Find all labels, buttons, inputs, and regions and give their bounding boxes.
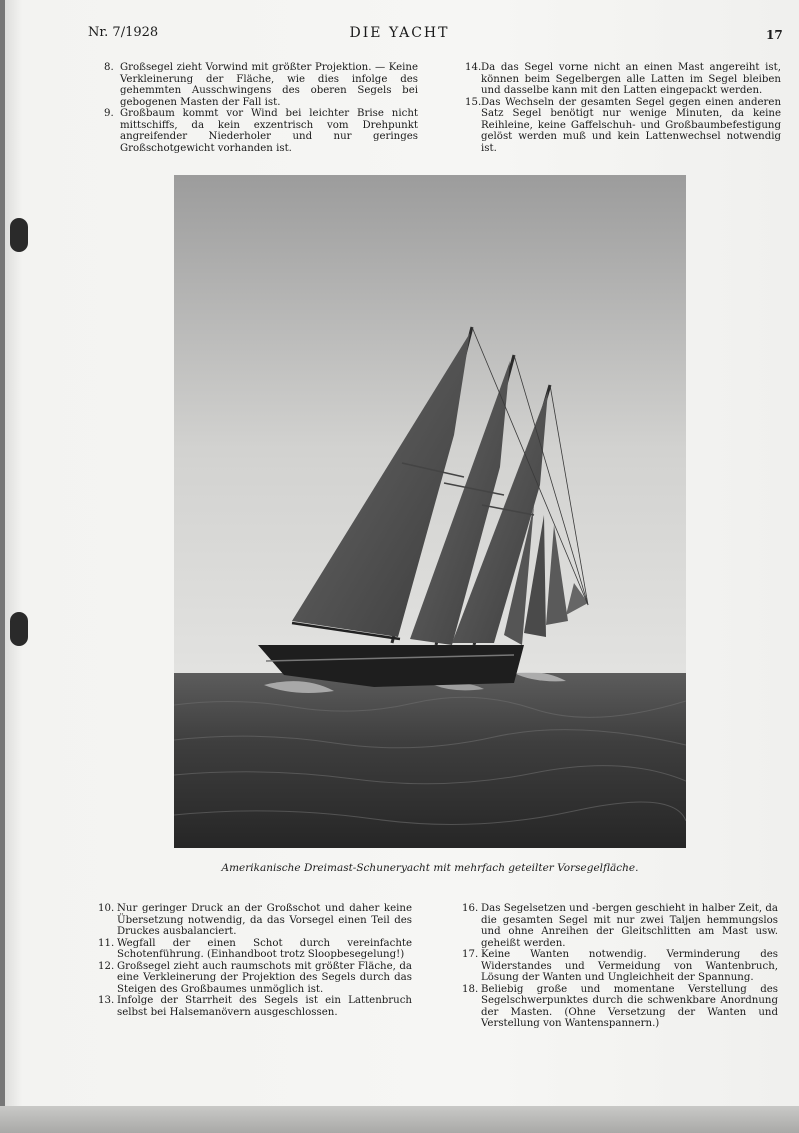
list-item-text: Das Wechseln der gesamten Segel gegen einen anderen Satz Segel benötigt nur wenige Minuten, da keine Reihleine, keine Gaffelschuh- und Großbaumbefestigung gelöst werden muß und kein Lattenwechsel notwendig ist.: [481, 96, 781, 154]
page-number: 17: [766, 28, 783, 42]
page-bottom-edge: [0, 1106, 799, 1133]
list-item-text: Wegfall der einen Schot durch vereinfachte Schotenführung. (Einhandboot trotz Sloopbesegelung!): [117, 937, 412, 960]
binding-hole-top: [10, 218, 28, 252]
list-item-text: Großsegel zieht Vorwind mit größter Projektion. — Keine Verkleinerung der Fläche, wie dies infolge des gehemmten Ausschwingens des oberen Segels bei gebogenen Masten der Fall ist.: [120, 62, 418, 108]
text-column-top-right: [465, 62, 781, 154]
list-item-number: 17.: [462, 949, 479, 960]
list-item-text: Großsegel zieht auch raumschots mit größter Fläche, da eine Verkleinerung der Projektion des Segels durch das Steigen des Großbaumes unmöglich ist.: [117, 960, 412, 995]
list-item-number: 14.: [465, 62, 482, 73]
list-item: [98, 995, 412, 1018]
list-item-text: Da das Segel vorne nicht an einen Mast angereiht ist, können beim Segelbergen alle Latten im Segel bleiben und dasselbe kann mit den Latten eingepackt werden.: [481, 62, 781, 96]
text-column-bottom-right: [462, 903, 778, 1030]
list-item: [98, 938, 412, 961]
text-column-top-left: [104, 62, 418, 154]
list-item-number: 15.: [465, 96, 482, 108]
list-item: [104, 62, 418, 108]
schooner-yacht-photo: [174, 175, 686, 848]
list-item-number: 10.: [98, 903, 115, 914]
issue-number: Nr. 7/1928: [88, 25, 159, 40]
list-item-text: Infolge der Starrheit des Segels ist ein Lattenbruch selbst bei Halsemanövern ausgeschlossen.: [117, 995, 412, 1018]
list-item-text: Das Segelsetzen und -bergen geschieht in halber Zeit, da die gesamten Segel mit nur zwei Taljen hemmungslos und ohne Anreihen der Gleitschlitten am Mast usw. geheißt werden.: [481, 903, 778, 949]
list-item: [104, 108, 418, 154]
magazine-title: DIE YACHT: [349, 25, 450, 41]
list-item: [462, 903, 778, 949]
list-item: [462, 984, 778, 1030]
list-item: [462, 949, 778, 984]
page-header: [0, 25, 799, 45]
list-item-number: 13.: [98, 995, 115, 1006]
list-item-number: 18.: [462, 983, 479, 995]
list-item-number: 16.: [462, 903, 479, 914]
binding-hole-bottom: [10, 612, 28, 646]
list-item-number: 12.: [98, 960, 115, 972]
list-item-text: Beliebig große und momentane Verstellung des Segelschwerpunktes durch die schwenkbare Anordnung der Masten. (Ohne Versetzung der Wanten und Verstellung von Wantenspannern.): [481, 983, 778, 1029]
text-column-bottom-left: [98, 903, 412, 1018]
list-item: [98, 961, 412, 996]
list-item-number: 9.: [104, 108, 114, 119]
list-item-text: Keine Wanten notwendig. Verminderung des Widerstandes und Vermeidung von Wantenbruch, Lösung der Wanten und Ungleichheit der Spannung.: [481, 949, 778, 983]
list-item-number: 8.: [104, 62, 114, 73]
page-edge: [0, 0, 5, 1133]
list-item-text: Großbaum kommt vor Wind bei leichter Brise nicht mittschiffs, da kein exzentrisch vom Drehpunkt angreifender Niederholer und nur geringes Großschotgewicht vorhanden ist.: [120, 108, 418, 154]
list-item: [465, 62, 781, 97]
photo-caption: Amerikanische Dreimast-Schuneryacht mit mehrfach geteilter Vorsegelfläche.: [221, 862, 639, 874]
list-item: [98, 903, 412, 938]
list-item-number: 11.: [98, 937, 115, 949]
list-item: [465, 97, 781, 155]
list-item-text: Nur geringer Druck an der Großschot und daher keine Übersetzung notwendig, da das Vorsegel einen Teil des Druckes ausbalanciert.: [117, 903, 412, 937]
